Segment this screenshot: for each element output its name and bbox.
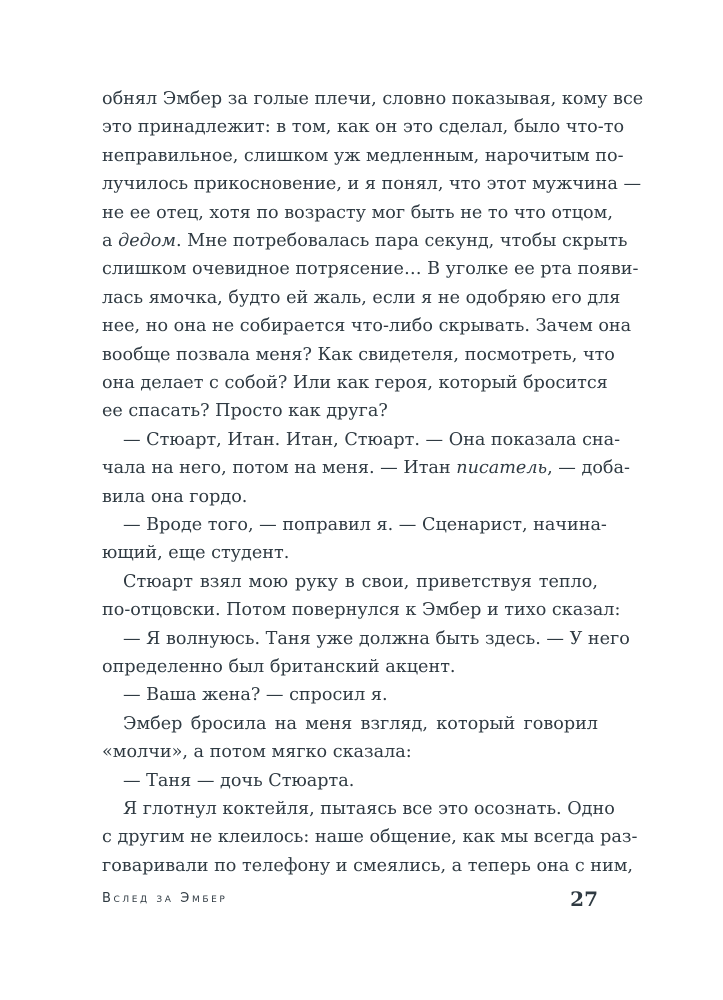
running-footer-title: Вслед за Эмбер bbox=[102, 891, 228, 906]
text-segment: . Мне потребовалась пара секунд, чтобы скрыть bbox=[176, 231, 628, 251]
page-number: 27 bbox=[570, 887, 598, 911]
text-line: вила она гордо. bbox=[102, 486, 248, 507]
text-line: это принадлежит: в том, как он это сделал, было что-то bbox=[102, 117, 625, 138]
text-line: нее, но она не собирается что-либо скрывать. Зачем она bbox=[102, 316, 632, 337]
italic-word: писатель bbox=[456, 458, 548, 479]
text-line: — Таня — дочь Стюарта. bbox=[123, 770, 355, 791]
text-line: лучилось прикосновение, и я понял, что этот мужчина — bbox=[102, 174, 642, 195]
text-line bbox=[102, 228, 628, 254]
text-line bbox=[102, 455, 630, 481]
text-line: — Ваша жена? — спросил я. bbox=[123, 685, 388, 706]
text-segment: а bbox=[102, 231, 119, 251]
text-line: лась ямочка, будто ей жаль, если я не одобряю его для bbox=[102, 287, 621, 308]
text-segment: , — доба- bbox=[547, 458, 630, 479]
text-line: слишком очевидное потрясение… В уголке ее рта появи- bbox=[102, 259, 639, 280]
text-line: она делает с собой? Или как героя, который бросится bbox=[102, 373, 608, 393]
text-line: Эмбер бросила на меня взгляд, который говорил bbox=[123, 713, 598, 734]
text-line: с другим не клеилось: наше общение, как мы всегда раз- bbox=[102, 827, 638, 848]
text-line: — Я волнуюсь. Таня уже должна быть здесь. — У него bbox=[123, 628, 630, 649]
text-line: — Стюарт, Итан. Итан, Стюарт. — Она показала сна- bbox=[123, 429, 621, 450]
text-line: ющий, еще студент. bbox=[102, 543, 290, 564]
text-line: определенно был британский акцент. bbox=[102, 657, 456, 677]
text-line: по-отцовски. Потом повернулся к Эмбер и тихо сказал: bbox=[102, 600, 621, 621]
text-line: неправильное, слишком уж медленным, нарочитым по- bbox=[102, 145, 624, 166]
text-line: Стюарт взял мою руку в свои, приветствуя тепло, bbox=[123, 571, 598, 592]
italic-word: дедом bbox=[118, 231, 176, 251]
text-line: говаривали по телефону и смеялись, а теперь она с ним, bbox=[102, 855, 634, 876]
text-line: — Вроде того, — поправил я. — Сценарист, начина- bbox=[123, 515, 607, 535]
text-line: не ее отец, хотя по возрасту мог быть не то что отцом, bbox=[102, 202, 613, 223]
text-line: «молчи», а потом мягко сказала: bbox=[102, 742, 412, 763]
text-line: вообще позвала меня? Как свидетеля, посмотреть, что bbox=[102, 344, 615, 365]
text-line: Я глотнул коктейля, пытаясь все это осознать. Одно bbox=[123, 799, 615, 819]
text-line: обнял Эмбер за голые плечи, словно показывая, кому все bbox=[102, 89, 644, 109]
text-segment: чала на него, потом на меня. — Итан bbox=[102, 458, 457, 479]
text-line: ее спасать? Просто как друга? bbox=[102, 401, 388, 422]
